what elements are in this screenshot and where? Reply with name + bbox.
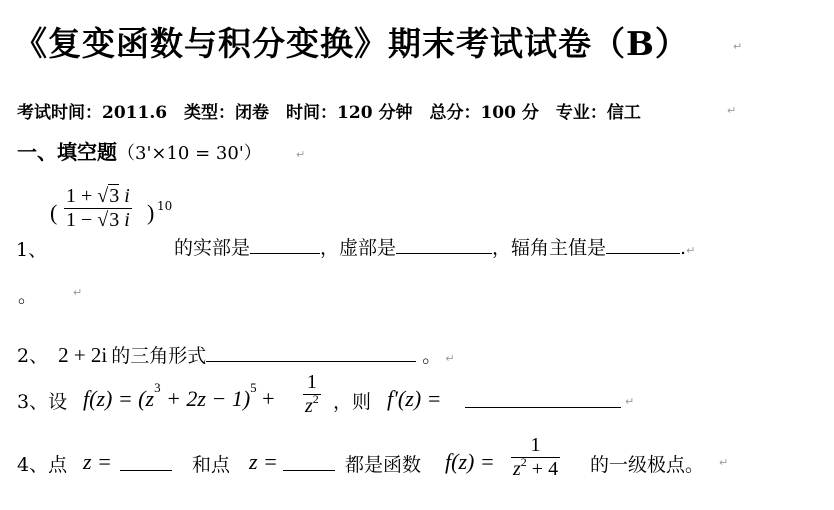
question-number: 4、点 xyxy=(17,454,68,476)
question-number: 3、设 xyxy=(17,391,68,413)
paragraph-mark-icon: ↵ xyxy=(296,148,306,161)
paren-close: ) xyxy=(147,200,155,225)
paragraph-mark-icon: ↵ xyxy=(733,40,743,53)
q2-text: 的三角形式 xyxy=(111,345,207,367)
paragraph-mark-icon: ↵ xyxy=(625,395,635,408)
paragraph-mark-icon: ↵ xyxy=(73,286,83,299)
section-points: （3'×10 = 30'） xyxy=(117,143,262,164)
stray-period: 。 xyxy=(18,285,38,307)
section-title: 一、填空题 xyxy=(17,140,117,164)
q3-fraction xyxy=(303,371,321,418)
q3-derivative: f′(z) = xyxy=(387,386,442,411)
paragraph-mark-icon: ↵ xyxy=(727,104,737,117)
blank-pole-1[interactable] xyxy=(120,452,172,471)
fraction-denominator: $z^2 + 4$ xyxy=(513,455,559,480)
blank-derivative[interactable] xyxy=(465,389,621,408)
q3-then: ，则 xyxy=(333,391,372,413)
q4-end: 的一级极点。 xyxy=(590,454,705,476)
blank-principal-arg[interactable] xyxy=(606,235,680,254)
blank-trig-form[interactable] xyxy=(206,343,416,362)
blank-imag-part[interactable] xyxy=(396,235,492,254)
paren-open: ( xyxy=(50,200,58,225)
fraction-numerator: 1 xyxy=(530,434,541,456)
blank-real-part[interactable] xyxy=(250,235,320,254)
blank-pole-2[interactable] xyxy=(283,452,335,471)
q4-text: 都是函数 xyxy=(345,454,422,476)
q4-and: 和点 xyxy=(192,454,231,476)
paragraph-mark-icon: ↵ xyxy=(686,244,696,257)
q4-z2: z = xyxy=(249,449,278,474)
fraction-denominator: 1 − √3 i xyxy=(66,209,130,231)
q4-z1: z = xyxy=(83,449,112,474)
question-number: 2、 xyxy=(17,345,49,367)
exam-info-line: 考试时间：2011.6 类型：闭卷 时间：120 分钟 总分：100 分 专业：信工 xyxy=(17,103,641,123)
q2-expression: 2 + 2i xyxy=(58,343,108,367)
question-2 xyxy=(17,341,455,368)
q1-fraction xyxy=(64,185,132,232)
q4-function: f(z) = xyxy=(445,449,495,474)
paragraph-mark-icon: ↵ xyxy=(719,456,729,469)
q1-text: 的实部是 ，虚部是 ，辐角主值是 .↵ xyxy=(174,237,696,259)
q4-fraction xyxy=(511,434,560,481)
fraction-numerator: 1 + √3 i xyxy=(66,185,130,207)
exam-title: 《复变函数与积分变换》期末考试试卷（B） xyxy=(14,24,689,63)
paragraph-mark-icon: ↵ xyxy=(445,352,455,365)
section-heading xyxy=(17,136,262,165)
q3-expression: $f(z) = (z^3 + 2z - 1)^5$ + xyxy=(83,380,275,411)
q2-end: 。 xyxy=(422,345,442,367)
exponent: 10 xyxy=(157,199,173,213)
question-number: 1、 xyxy=(16,239,48,261)
fraction-denominator: $z^2$ xyxy=(305,392,319,417)
fraction-numerator: 1 xyxy=(306,371,317,393)
